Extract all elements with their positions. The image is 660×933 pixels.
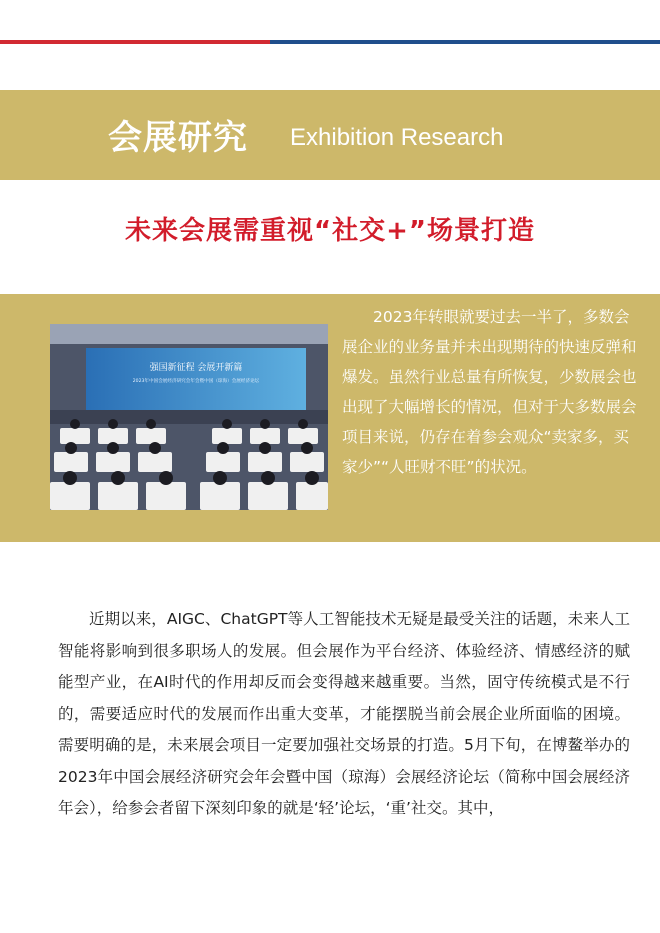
top-bar-red-segment xyxy=(0,40,270,44)
conference-photo-illustration xyxy=(50,324,328,510)
screen-subtitle: 2023年中国会展经济研究会年会暨中国（琼海）会展经济论坛 xyxy=(132,379,260,384)
article-body xyxy=(58,604,630,825)
top-bar-blue-segment xyxy=(270,40,660,44)
body-paragraph: 近期以来，AIGC、ChatGPT等人工智能技术无疑是最受关注的话题，未来人工智能将影响到很多职场人的发展。但会展作为平台经济、体验经济、情感经济的赋能型产业，在AI时代的作用却反而会变得越来越重要。当然，固守传统模式是不行的，需要适应时代的发展而作出重大变革，才能摆脱当前会展企业所面临的困境。需要明确的是，未来展会项目一定要加强社交场景的打造。5月下旬，在博鳌举办的2023年中国会展经济研究会年会暨中国（琼海）会展经济论坛（简称中国会展经济年会），给参会者留下深刻印象的就是‘轻’论坛，‘重’社交。其中， xyxy=(58,610,630,817)
intro-paragraph xyxy=(342,302,638,482)
top-accent-bar xyxy=(0,40,660,44)
intro-text: 2023年转眼就要过去一半了，多数会展企业的业务量并未出现期待的快速反弹和爆发。虽然行业总量有所恢复，少数展会也出现了大幅增长的情况，但对于大多数展会项目来说，仍存在着参会观众“卖家多，买家少”“人旺财不旺”的状况。 xyxy=(342,308,637,476)
article-headline: 未来会展需重视“社交+”场景打造 xyxy=(125,216,535,246)
section-title-zh: 会展研究 xyxy=(108,118,248,158)
section-title-en: Exhibition Research xyxy=(290,124,504,151)
screen-slogan: 强国新征程 会展开新篇 xyxy=(149,363,243,373)
intro-band xyxy=(0,294,660,542)
section-banner xyxy=(0,90,660,180)
conference-photo xyxy=(50,324,328,510)
